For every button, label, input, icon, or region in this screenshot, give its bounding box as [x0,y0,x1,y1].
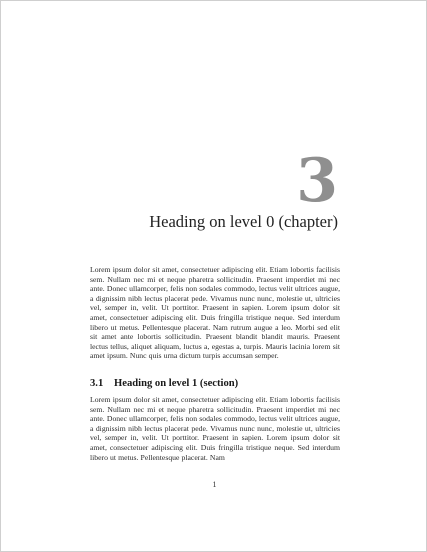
chapter-title: Heading on level 0 (chapter) [149,212,338,231]
section-number: 3.1 [90,378,104,389]
chapter-number: 3 [296,146,338,216]
page-number: 1 [212,480,217,489]
body-paragraph: Lorem ipsum dolor sit amet, consectetuer adipiscing elit. Etiam lobortis facilisis sem. Nullam nec mi et neque pharetra sollicitudin. Praesent imperdiet mi nec ante. Donec ullamcorper, felis non sodales commodo, lectus velit ultrices augue, a dignissim nibh lectus placerat pede. Vivamus nunc nunc, molestie ut, ultricies vel, semper in, velit. Ut porttitor. Praesent in sapien. Lorem ipsum dolor sit amet, consectetuer adipiscing elit. Duis fringilla tristique neque. Sed interdum libero ut metus. Pellentesque placerat. Nam rutrum augue a leo. Morbi sed elit sit amet ante lobortis sollicitudin. Praesent blandit blandit mauris. Praesent lectus tellus, aliquet aliquam, luctus a, egestas a, turpis. Mauris lacinia lorem sit amet ipsum. Nunc quis urna dictum turpis accumsan semper. [90,265,340,361]
section-heading [90,377,238,390]
section-title: Heading on level 1 (section) [114,378,239,389]
body-paragraph: Lorem ipsum dolor sit amet, consectetuer adipiscing elit. Etiam lobortis facilisis sem. Nullam nec mi et neque pharetra sollicitudin. Praesent imperdiet mi nec ante. Donec ullamcorper, felis non sodales commodo, lectus velit ultrices augue, a dignissim nibh lectus placerat pede. Vivamus nunc nunc, molestie ut, ultricies vel, semper in, velit. Ut porttitor. Praesent in sapien. Lorem ipsum dolor sit amet, consectetuer adipiscing elit. Duis fringilla tristique neque. Sed interdum libero ut metus. Pellentesque placerat. Nam [90,395,340,462]
